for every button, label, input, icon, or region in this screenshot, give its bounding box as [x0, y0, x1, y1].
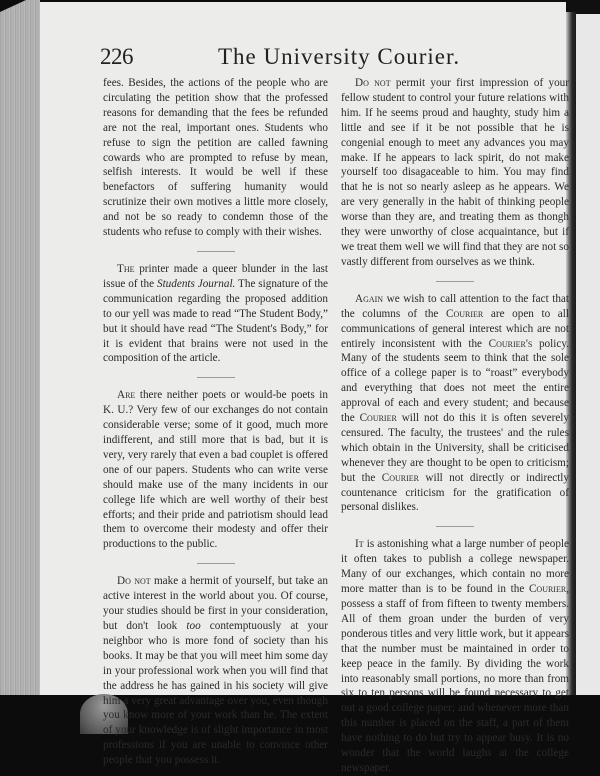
- journal-title: Students Journal.: [156, 277, 236, 290]
- paragraph-printer-blunder: [103, 262, 328, 366]
- paragraph-poets: [103, 388, 328, 552]
- paragraph-lead: Do not: [355, 77, 391, 89]
- paragraph-text: there neither poets or would-be poets in K. U.? Very few of our exchanges do not contain considerable verse; some of it good, much more indifferent, and still more that is bad, but it is very, very rarely that even a bad couplet is offered one of our papers. Students who can write verse should make use of the many incidents in our college life which are well worthy of their best efforts; and their pride and patriotism should lead them to overcome their modesty and offer their productions to the public.: [103, 389, 328, 551]
- page-number: 226: [100, 44, 133, 69]
- emphasis: too: [186, 620, 201, 632]
- page-header: [100, 40, 550, 74]
- book-page-edges: [0, 0, 40, 695]
- paragraph-text: policy. Many of the students seem to think that the sole office of a college paper is to “roast” everybody and everything that does not meet the entire approval of each and every student; and because the: [341, 337, 569, 425]
- paragraph-lead: Do not: [117, 575, 151, 588]
- publication-name: Courier: [381, 471, 419, 484]
- paragraph-lead: Again: [355, 292, 384, 305]
- paragraph-text: permit your first impression of your fellow student to control your future relations with him. If he seems proud and haughty, study him a little and see if it be not possible that he is congenial enough to meet any advances you may make. If he appears to lack spirit, do not make yourself too disagaceable to him. You may find that he is not so nearly asleep as he appears. We are very generally in the habit of thinking people worse than they are, and treating them as thongh they were unworthy of close acquaintance, but if we treat them well we will find that they are not so vastly different from ourselves as we think.: [341, 77, 569, 268]
- paragraph-text: will not directly or indirectly countenance criticism for the gratification of personal dislikes.: [341, 471, 570, 514]
- paragraph-columns-open: [341, 292, 569, 516]
- running-title: The University Courier.: [218, 44, 461, 69]
- paragraph-staff-size: [341, 537, 569, 776]
- paragraph-hermit: [103, 574, 328, 768]
- section-divider: [436, 526, 474, 527]
- paragraph-lead: Are: [117, 389, 136, 402]
- facing-page-edge: [576, 14, 600, 695]
- paragraph-text: are open to all communications of general interest which are not entirely inconsistent with the: [341, 307, 569, 350]
- paragraph-text: will not do this it is often severely censured. The faculty, the trustees' and the rules which obtain in the University, shall be criticised whenever they are thought to be open to criticism; but the: [341, 412, 569, 484]
- paragraph-fees-continuation: [103, 76, 328, 240]
- publication-name: Courier: [446, 307, 484, 320]
- paragraph-lead: It: [355, 538, 364, 551]
- section-divider: [436, 281, 474, 282]
- section-divider: [197, 251, 235, 252]
- section-divider: [197, 563, 235, 564]
- paragraph-text: printer made a queer blunder in the last issue of the: [103, 262, 328, 290]
- publication-name: Courier's: [488, 337, 533, 350]
- paragraph-text: is astonishing what a large number of people it often takes to publish a college newspaper. Many of our exchanges, which contain no more more matter than is to be found in the: [341, 538, 569, 596]
- paragraph-lead: The: [117, 262, 135, 275]
- paragraph-text: The signature of the communication regarding the proposed addition to our yell was made to read “The Student Body,” but it should have read “The Student's Body,” for it is evident that brains were not used in the composition of the article.: [103, 277, 329, 365]
- paragraph-text: we wish to call attention to the fact that the columns of the: [341, 292, 569, 320]
- paragraph-text: fees. Besides, the actions of the people who are circulating the petition show that the professed reasons for demanding that the fees be refunded are not the real, important ones. Students who refuse to sign the petition are called fawning cowards who are prompted to refuse by mean, selfish interests. It would be well if these benefactors of suffering humanity would scrutinize their own motives a little more closely, and not be so ready to condemn those of the students who refuse to comply with their wishes.: [103, 77, 328, 239]
- publication-name: Courier: [359, 412, 397, 425]
- section-divider: [197, 377, 235, 378]
- paragraph-first-impression: [341, 76, 569, 270]
- paragraph-text: , possess a staff of from fifteen to twenty members. All of them groan under the burden of very ponderous titles and very little work, but it appears that the number must be maintained in order to keep peace in the family. By dividing the work into reasonably small portions, no more than from six to ten persons will be found necessary to get out a good college paper; and whenever more than this number is placed on the staff, a part of them have nothing to do but try to appear busy. It is no wonder that the world laughs at the college newspaper.: [341, 583, 569, 774]
- paragraph-text: make a hermit of yourself, but take an active interest in the world about you. Of course, your studies should be first in your consideration, but don't look: [103, 575, 328, 632]
- paragraph-text: contemptuously at your neighbor who is more fond of society than his books. It may be that you will meet him some day in your professional work when you will find that the address he has gained in his society will give him a very great advantage over you, even though you know more of your work than he. The extent of your knowledge is of slight importance in most professions if you are unable to convince other people that you possess it.: [103, 620, 328, 767]
- left-column: [103, 76, 328, 768]
- publication-name: Courier: [528, 583, 567, 596]
- right-column: [341, 76, 569, 776]
